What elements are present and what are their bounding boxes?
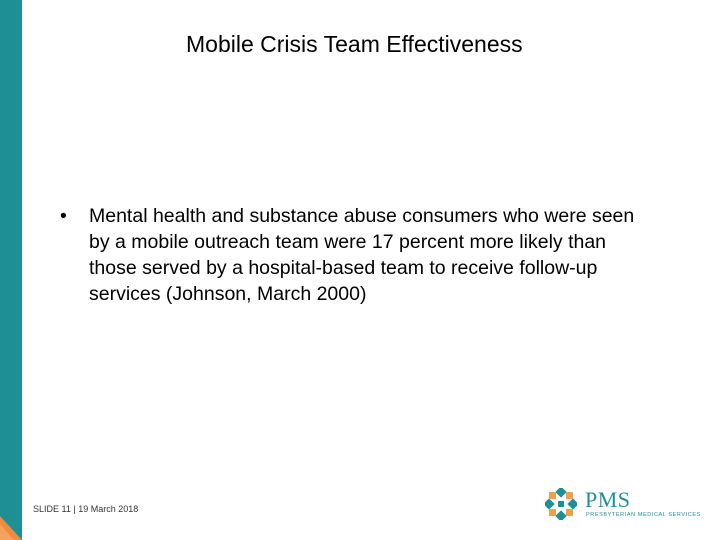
bullet-text: Mental health and substance abuse consumers who were seen by a mobile outreach team were 17 percent more likely than those served by a hospital-based team to receive follow-up services (Johnson, March 2000) [89,205,635,305]
bullet-icon: • [60,205,67,227]
bullet-list [60,203,660,307]
pms-logo [545,488,705,520]
logo-name: PMS [585,487,631,512]
logo-subtitle: PRESBYTERIAN MEDICAL SERVICES [586,512,701,518]
left-accent-bar [0,0,22,540]
bullet-item [60,203,660,307]
slide-title: Mobile Crisis Team Effectiveness [186,31,523,57]
pms-logo-mark-icon [545,488,577,520]
corner-accent [0,508,22,540]
slide-footer: SLIDE 11 | 19 March 2018 [33,504,139,514]
